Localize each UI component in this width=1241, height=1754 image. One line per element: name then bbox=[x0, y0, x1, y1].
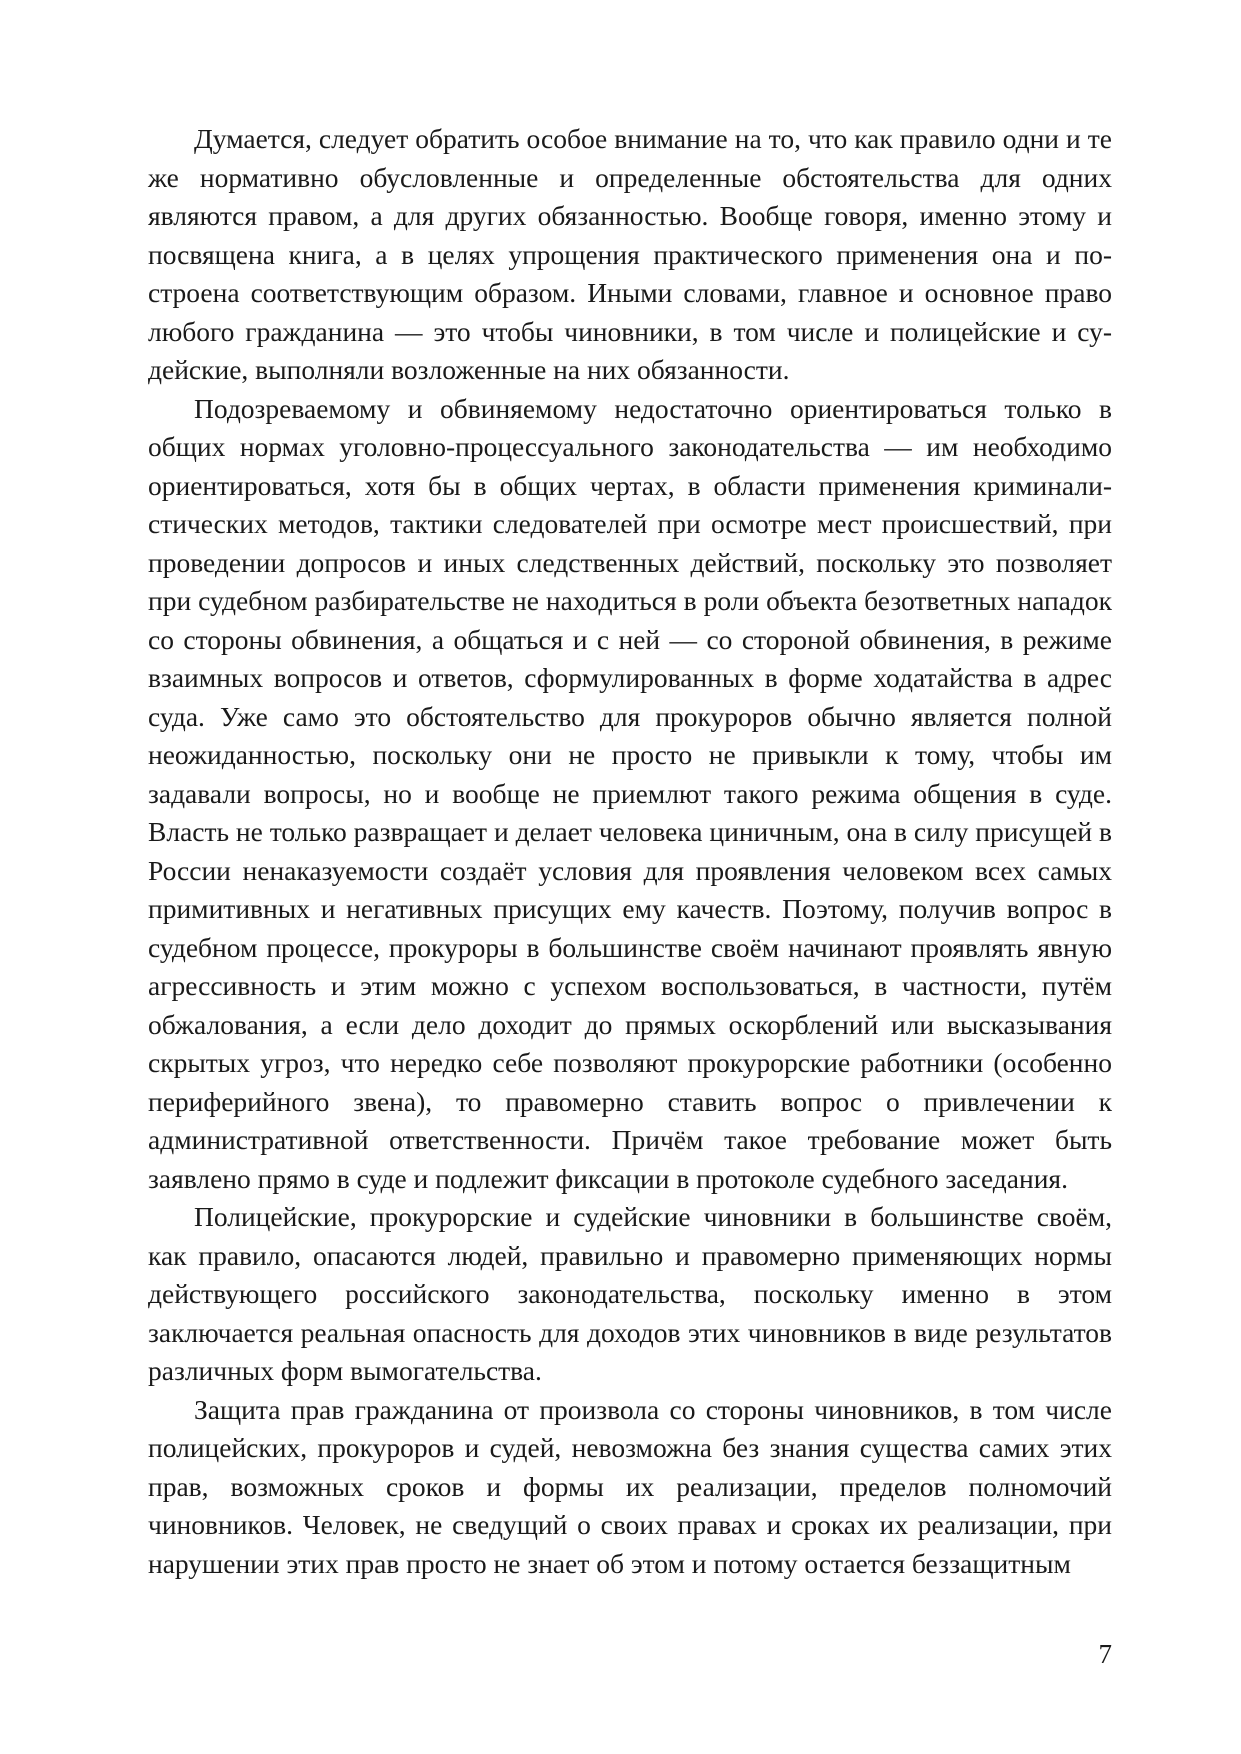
page-number: 7 bbox=[1098, 1639, 1112, 1669]
paragraph-3: Полицейские, прокурорские и судейские чиновники в большинстве своём, как правило, опасаются людей, правильно и правомерно применяющих нормы действующего российского законодательства, поскольку именно в этом заключается реальная опасность для доходов этих чиновников в виде результатов различных форм вымогательства. bbox=[148, 1201, 1112, 1386]
body-text bbox=[148, 120, 1112, 1583]
paragraph-1: Думается, следует обратить особое внимание на то, что как правило одни и те же нормативно обусловленные и определенные обстоятельства для одних являются правом, а для других обязанностью. Вообще говоря, именно этому и посвящена книга, а в целях упрощения практического применения она и построена соответствующим образом. Иными словами, главное и основное право любого гражданина — это чтобы чиновники, в том числе и полицейские и судейские, выполняли возложенные на них обязанности. bbox=[148, 123, 1112, 385]
paragraph-2: Подозреваемому и обвиняемому недостаточно ориентироваться только в общих нормах уголовно-процессуального законодательства — им необходимо ориентироваться, хотя бы в общих чертах, в области применения криминалистических методов, тактики следователей при осмотре мест происшествий, при проведении допросов и иных следственных действий, поскольку это позволяет при судебном разбирательстве не находиться в роли объекта безответных нападок со стороны обвинения, а общаться и с ней — со стороной обвинения, в режиме взаимных вопросов и ответов, сформулированных в форме ходатайства в адрес суда. Уже само это обстоятельство для прокуроров обычно является полной неожиданностью, поскольку они не просто не привыкли к тому, чтобы им задавали вопросы, но и вообще не приемлют такого режима общения в суде. Власть не только развращает и делает человека циничным, она в силу присущей в России ненаказуемости создаёт условия для проявления человеком всех самых примитивных и негативных присущих ему качеств. Поэтому, получив вопрос в судебном процессе, прокуроры в большинстве своём начинают проявлять явную агрессивность и этим можно с успехом воспользоваться, в частности, путём обжалования, а если дело доходит до прямых оскорблений или высказывания скрытых угроз, что нередко себе позволяют прокурорские работники (особенно периферийного звена), то правомерно ставить вопрос о привлечении к административной ответственности. Причём такое требование может быть заявлено прямо в суде и подлежит фиксации в протоколе судебного заседания. bbox=[148, 392, 1112, 1194]
paragraph-4: Защита прав гражданина от произвола со стороны чиновников, в том числе полицейских, прокуроров и судей, невозможна без знания существа самих этих прав, возможных сроков и формы их реализации, пределов полномочий чиновников. Человек, не сведущий о своих правах и сроках их реализации, при нарушении этих прав просто не знает об этом и потому остается беззащитным bbox=[148, 1393, 1112, 1579]
